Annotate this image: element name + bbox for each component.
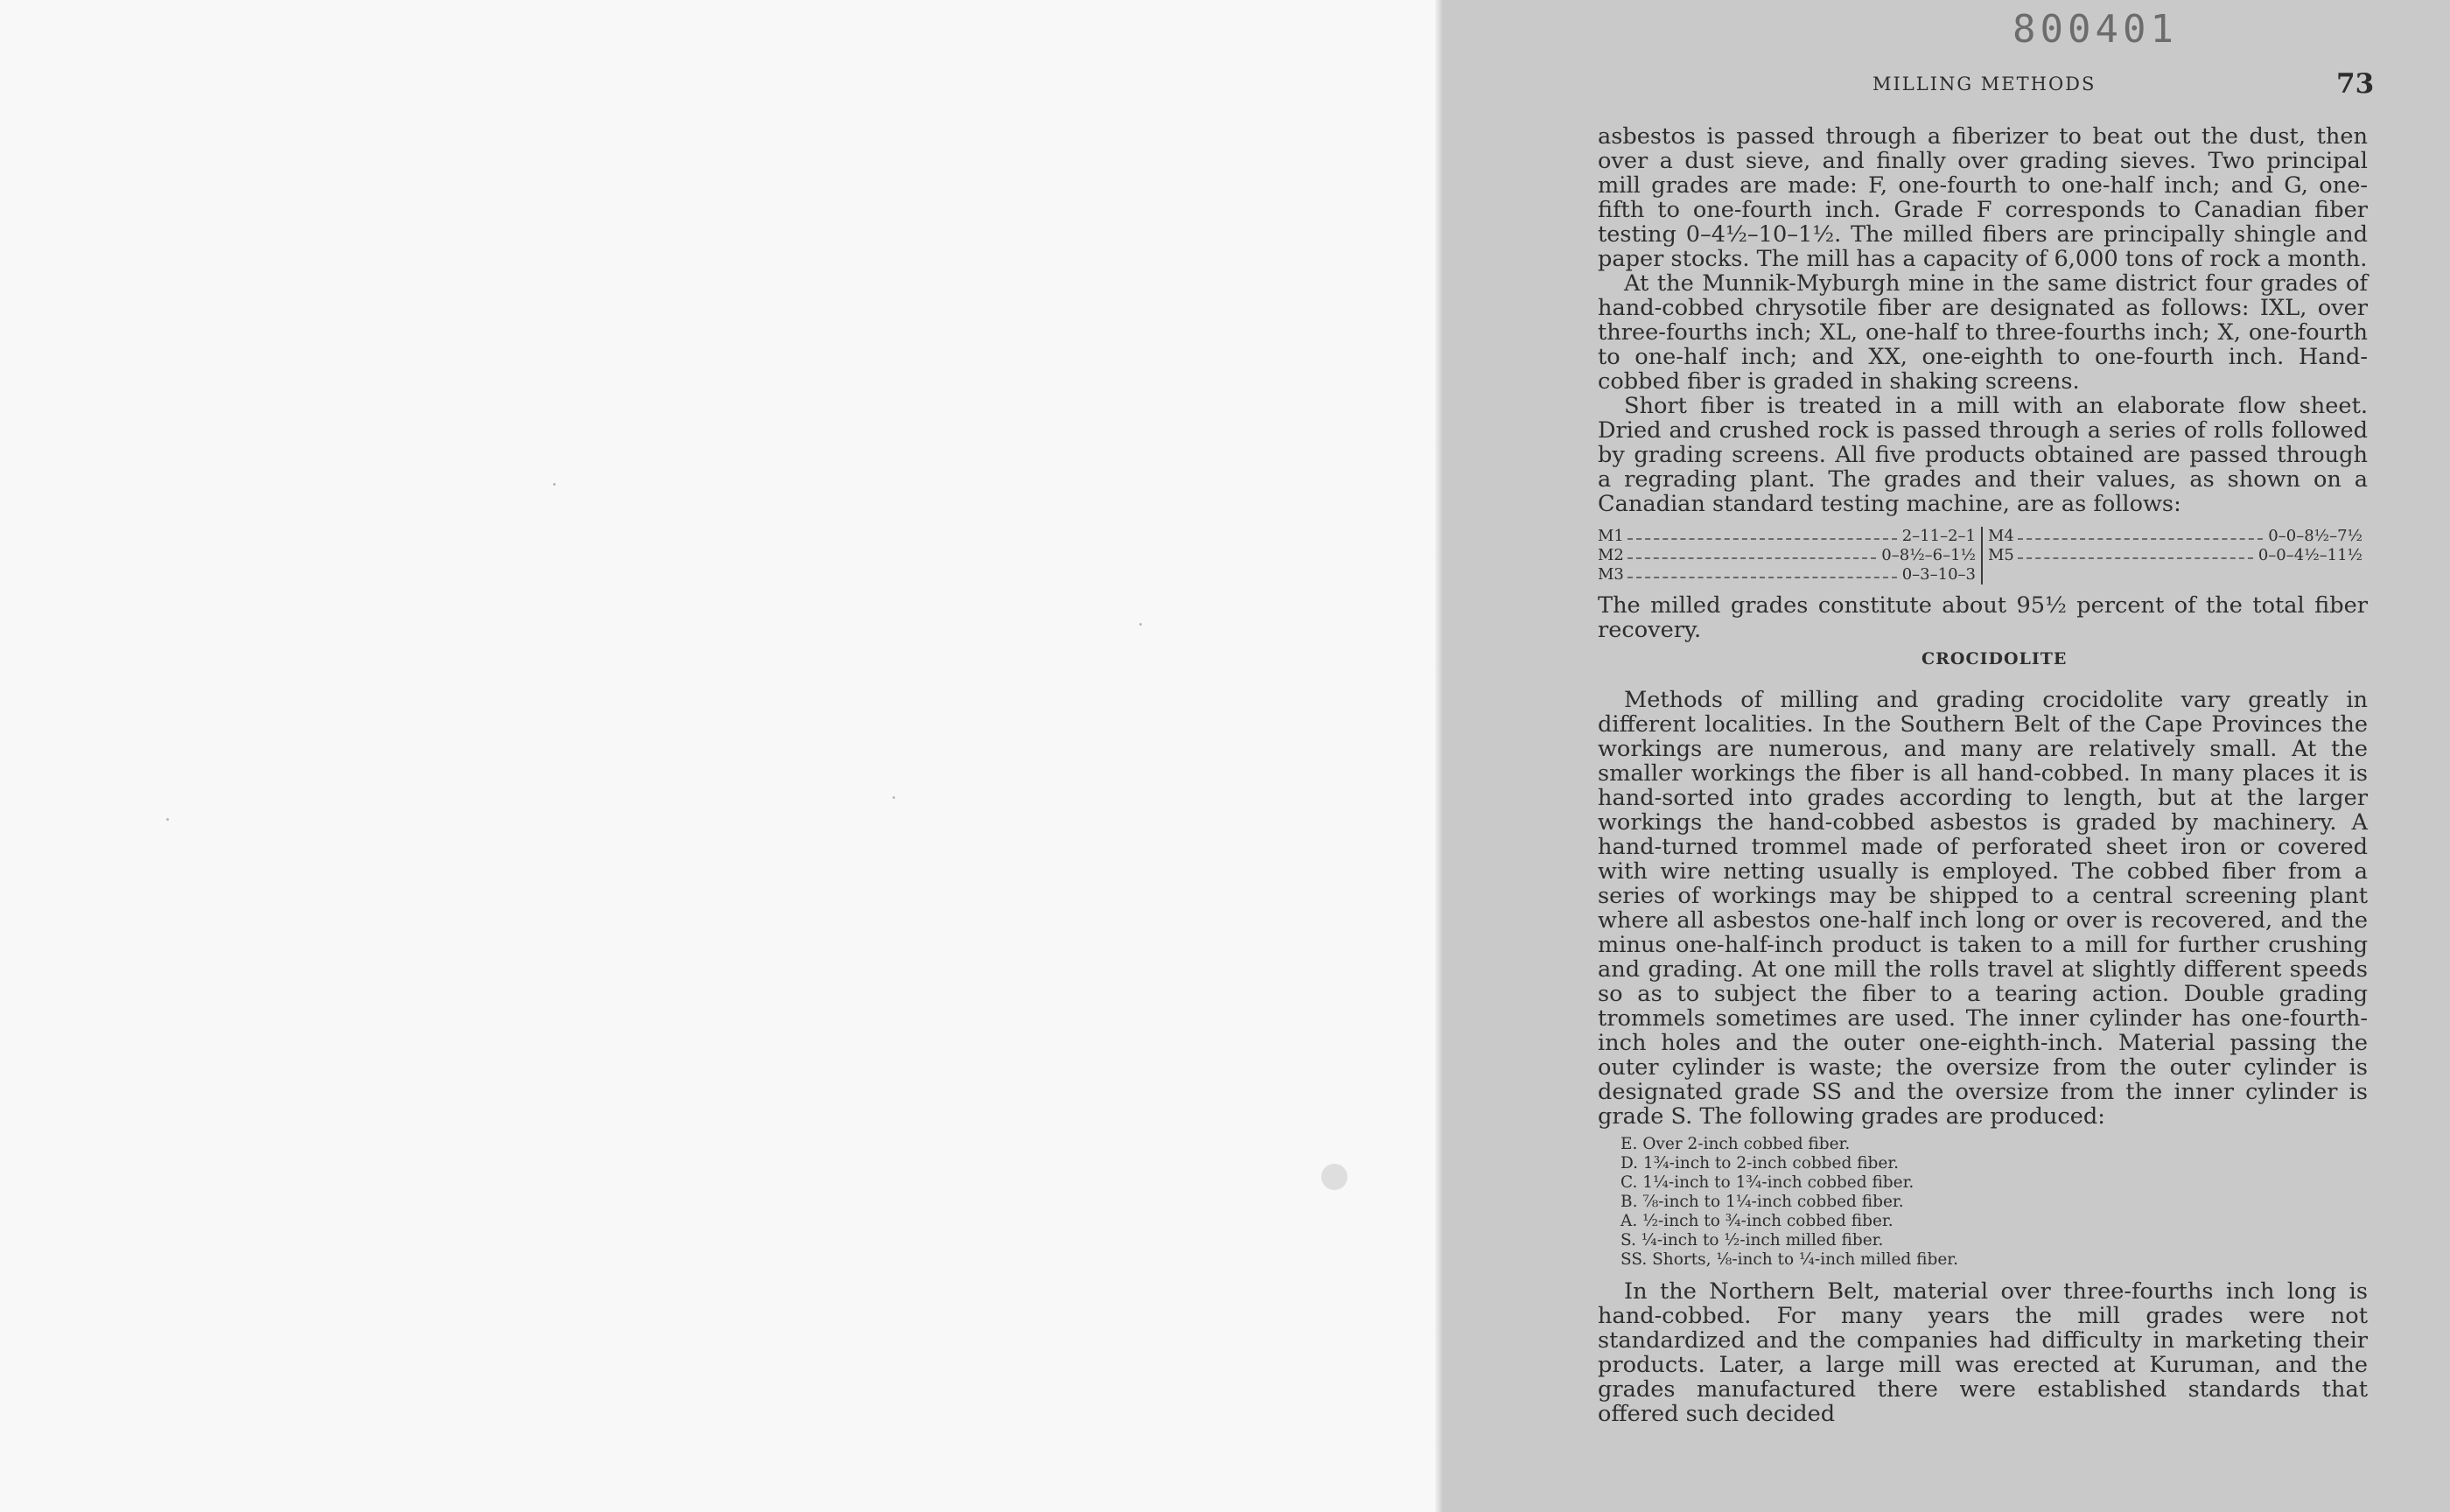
grade-row xyxy=(1988,527,2368,546)
grade-value: 0–3–10–3 xyxy=(1901,565,1976,584)
list-item: B. ⅞-inch to 1¼-inch cobbed fiber. xyxy=(1620,1193,1904,1211)
list-item: SS. Shorts, ⅛-inch to ¼-inch milled fiber. xyxy=(1620,1250,1958,1269)
leader-dots xyxy=(1628,546,1876,559)
list-item: D. 1¾-inch to 2-inch cobbed fiber. xyxy=(1620,1154,1900,1172)
grade-row xyxy=(1598,565,1981,584)
paragraph-short-fiber: Short fiber is treated in a mill with an elaborate flow sheet. Dried and crushed rock is passed through a series of rolls followed by grading screens. All five products obtained are passed through a regrading plant. The grades and their values, as shown on a Canadian standard testing machine, are as follows: xyxy=(1598,393,2368,517)
grade-row xyxy=(1988,546,2368,565)
paper-smudge xyxy=(1321,1164,1348,1190)
accession-stamp: 800401 xyxy=(2012,7,2178,52)
list-item: A. ½-inch to ¾-inch cobbed fiber. xyxy=(1620,1212,1894,1230)
grade-value: 0–0–8½–7½ xyxy=(2268,527,2362,545)
grades-column-left xyxy=(1598,527,1983,584)
grades-column-right xyxy=(1988,527,2368,565)
grade-label: M3 xyxy=(1598,565,1624,584)
paragraph-northern-belt: In the Northern Belt, material over three-fourths inch long is hand-cobbed. For many years the mill grades were not standardized and the companies had difficulty in marketing their products. Later, a large mill was erected at Kuruman, and the grades manufactured there were established standards that offered such decided xyxy=(1598,1278,2368,1427)
produced-grades-list xyxy=(1620,1135,1958,1270)
crocidolite-block xyxy=(1598,688,2368,1129)
grade-label: M4 xyxy=(1988,527,2014,545)
paper-speck xyxy=(1139,623,1142,626)
leader-dots xyxy=(1628,565,1897,578)
northern-block xyxy=(1598,1279,2368,1426)
leader-dots xyxy=(2018,546,2253,559)
leader-dots xyxy=(1628,527,1897,540)
paragraph-crocidolite: Methods of milling and grading crocidolite vary greatly in different localities. In the Southern Belt of the Cape Provinces the workings are numerous, and many are relatively small. At the smaller workings the fiber is all hand-cobbed. In many places it is hand-sorted into grades according to length, but at the larger workings the hand-cobbed asbestos is graded by machinery. A hand-turned trommel made of perforated sheet iron or covered with wire netting usually is employed. The cobbed fiber from a series of workings may be shipped to a central screening plant where all asbestos one-half inch long or over is recovered, and the minus one-half-inch product is taken to a mill for further crushing and grading. At one mill the rolls travel at slightly different speeds so as to subject the fiber to a tearing action. Double grading trommels sometimes are used. The inner cylinder has one-fourth-inch holes and the outer one-eighth-inch. Material passing the outer cylinder is waste; the oversize from the outer cylinder is designated grade SS and the oversize from the inner cylinder is grade S. The following grades are produced: xyxy=(1598,687,2368,1130)
paper-speck xyxy=(553,483,556,486)
grade-value: 2–11–2–1 xyxy=(1901,527,1976,545)
top-text-block xyxy=(1598,124,2368,516)
after-table-block xyxy=(1598,593,2368,642)
list-item: S. ¼-inch to ½-inch milled fiber. xyxy=(1620,1231,1884,1250)
paragraph-fiberizer: asbestos is passed through a fiberizer to beat out the dust, then over a dust sieve, and finally over grading sieves. Two principal mill grades are made: F, one-fourth to one-half inch; and G, one-fifth to one-fourth inch. Grade F corresponds to Canadian fiber testing 0–4½–10–1½. The milled fibers are principally shingle and paper stocks. The mill has a capacity of 6,000 tons of rock a month. xyxy=(1598,123,2368,272)
paper-speck xyxy=(892,796,895,799)
leader-dots xyxy=(2018,527,2263,540)
grade-label: M5 xyxy=(1988,546,2014,564)
list-item: E. Over 2-inch cobbed fiber. xyxy=(1620,1135,1851,1153)
paper-speck xyxy=(166,818,169,821)
grade-row xyxy=(1598,546,1981,565)
page-number: 73 xyxy=(2336,68,2375,100)
grade-row xyxy=(1598,527,1981,546)
section-title-crocidolite: CROCIDOLITE xyxy=(1922,649,2068,668)
grade-label: M1 xyxy=(1598,527,1624,545)
running-head: MILLING METHODS xyxy=(1872,74,2096,94)
grade-label: M2 xyxy=(1598,546,1624,564)
paragraph-munnik-myburgh: At the Munnik-Myburgh mine in the same district four grades of hand-cobbed chrysotile fiber are designated as follows: IXL, over three-fourths inch; XL, one-half to three-fourths inch; X, one-fourth to one-half inch; and XX, one-eighth to one-fourth inch. Hand-cobbed fiber is graded in shaking screens. xyxy=(1598,270,2368,395)
list-item: C. 1¼-inch to 1¾-inch cobbed fiber. xyxy=(1620,1173,1914,1192)
grade-value: 0–0–4½–11½ xyxy=(2258,546,2362,564)
grade-value: 0–8½–6–1½ xyxy=(1881,546,1976,564)
paragraph-milled-grades: The milled grades constitute about 95½ percent of the total fiber recovery. xyxy=(1598,592,2368,643)
